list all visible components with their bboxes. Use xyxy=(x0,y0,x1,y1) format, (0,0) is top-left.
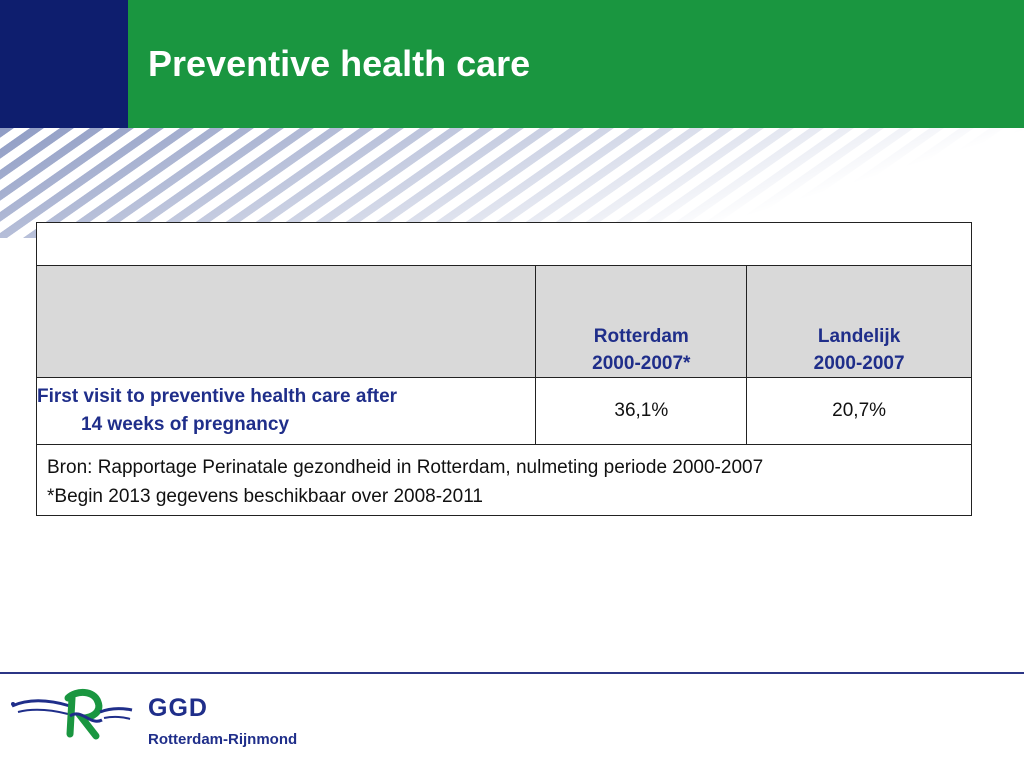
header-cell-empty xyxy=(37,266,536,378)
data-table xyxy=(36,222,972,516)
header-landelijk-label: Landelijk xyxy=(817,326,901,347)
header-rotterdam-period: 2000-2007* xyxy=(592,353,691,374)
ggd-logo-icon xyxy=(10,686,134,742)
header-rotterdam-label: Rotterdam xyxy=(593,326,689,347)
row-label-line1: First visit to preventive health care after xyxy=(37,386,398,407)
logo-region: Rotterdam-Rijnmond xyxy=(148,731,298,748)
value-landelijk: 20,7% xyxy=(747,378,972,445)
table-header-row xyxy=(37,266,972,378)
source-cell xyxy=(37,445,972,516)
row-label-cell xyxy=(37,378,536,445)
table-empty-cell xyxy=(37,223,972,266)
header-navy-block xyxy=(0,0,128,128)
logo-name: GGD xyxy=(148,694,208,722)
header-cell-rotterdam xyxy=(536,266,747,378)
slide-title: Preventive health care xyxy=(148,43,531,84)
source-line-1: Bron: Rapportage Perinatale gezondheid in Rotterdam, nulmeting periode 2000-2007 xyxy=(47,457,764,478)
row-label-line2: 14 weeks of pregnancy xyxy=(81,414,290,435)
header-landelijk-period: 2000-2007 xyxy=(813,353,905,374)
table-top-empty-row xyxy=(37,223,972,266)
header-cell-landelijk xyxy=(747,266,972,378)
footer-divider xyxy=(0,672,1024,674)
source-line-2: *Begin 2013 gegevens beschikbaar over 2008-2011 xyxy=(47,486,483,507)
table-row xyxy=(37,378,972,445)
value-rotterdam: 36,1% xyxy=(536,378,747,445)
table-source-row xyxy=(37,445,972,516)
